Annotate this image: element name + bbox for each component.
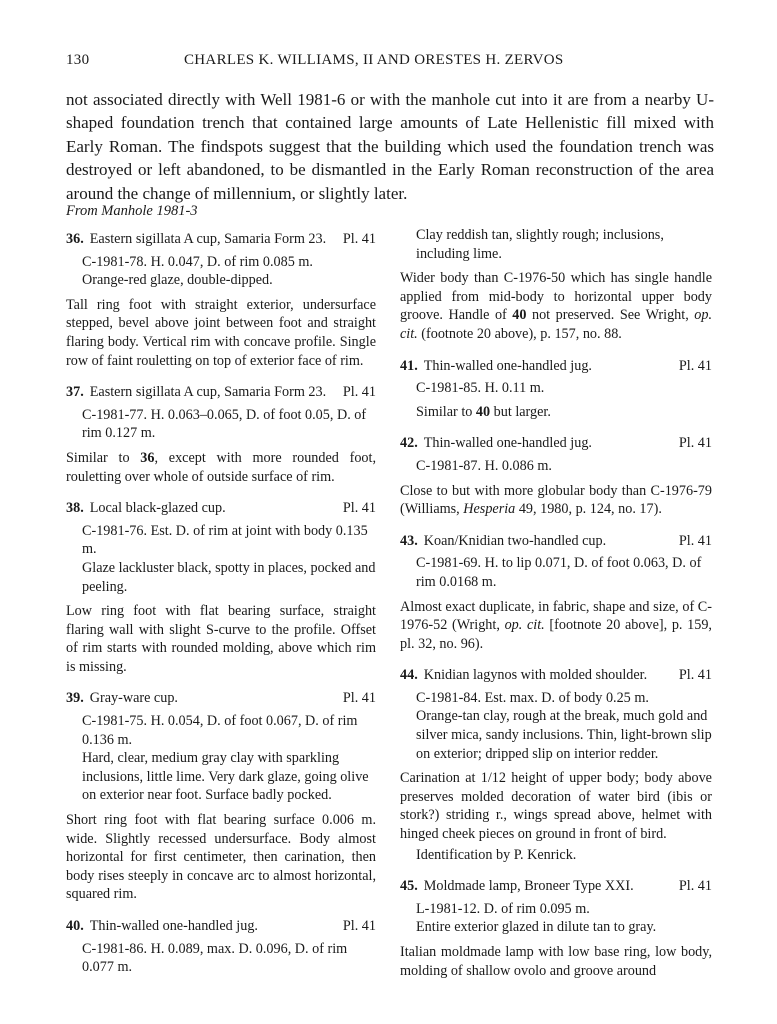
entry-number: 40. bbox=[66, 918, 84, 934]
entry-specs bbox=[66, 940, 376, 977]
plate-ref: Pl. 41 bbox=[678, 532, 712, 549]
entry-description: Similar to 40 but larger. bbox=[416, 403, 551, 420]
cross-ref: 40 bbox=[512, 307, 527, 324]
spec-line: C-1981-85. H. 0.11 m. bbox=[416, 380, 545, 397]
entry-specs bbox=[400, 689, 712, 763]
entry-specs bbox=[400, 900, 712, 937]
spec-line: C-1981-76. Est. D. of rim at joint with body 0.135 m. bbox=[82, 522, 368, 558]
entry-number: 41. bbox=[400, 357, 418, 374]
cross-ref: 40 bbox=[475, 403, 491, 420]
section-label: From Manhole 1981-3 bbox=[66, 203, 198, 219]
entry-heading bbox=[66, 689, 376, 708]
entry-title: Local black-glazed cup. bbox=[89, 500, 226, 517]
entry-heading bbox=[66, 230, 376, 249]
spec-line: Orange-red glaze, double-dipped. bbox=[82, 272, 273, 289]
entry-number: 39. bbox=[66, 690, 84, 707]
intro-paragraph: not associated directly with Well 1981-6 or with the manhole cut into it are from a nearby U-shaped foundation trench that contained large amounts of Late Hellenistic fill mixed with Early Roman. The findspots suggest that the building which used the foundation trench was destroyed or left abandoned, to be dismantled in the Early Roman reconstruction of the area around the change of millennium, or slightly later. bbox=[66, 90, 714, 203]
entry-description: Low ring foot with flat bearing surface, straight flaring wall with slight S-curve to the profile. Offset of rim starts with rounded molding, above which rim is missing. bbox=[66, 603, 376, 675]
plate-ref: Pl. 41 bbox=[342, 384, 376, 401]
plate-ref: Pl. 41 bbox=[342, 690, 376, 707]
catalog-entry-42 bbox=[400, 434, 712, 518]
entry-title: Knidian lagynos with molded shoulder. bbox=[423, 667, 648, 684]
catalog-entry-44 bbox=[400, 666, 712, 864]
plate-ref: Pl. 41 bbox=[678, 667, 712, 684]
spec-line: C-1981-78. H. 0.047, D. of rim 0.085 m. bbox=[82, 253, 313, 270]
entry-heading bbox=[66, 383, 376, 402]
plate-ref: Pl. 41 bbox=[342, 918, 376, 934]
entry-specs bbox=[66, 712, 376, 805]
spec-line: Hard, clear, medium gray clay with sparkling inclusions, little lime. Very dark glaze, going olive on exterior near foot. Surface badly pocked. bbox=[82, 750, 369, 804]
entry-heading bbox=[66, 499, 376, 518]
entry-description: Wider body than C-1976-50 which has single handle applied from mid-body to horizontal upper body groove. Handle of 40 not preserved. See Wright, op. cit. (footnote 20 above), p. 157, no. 88. bbox=[400, 270, 712, 342]
catalog-entry-43 bbox=[400, 532, 712, 654]
spec-line: Clay reddish tan, slightly rough; inclusions, including lime. bbox=[416, 227, 664, 262]
entry-description: Short ring foot with flat bearing surface 0.006 m. wide. Slightly recessed undersurface. Body almost horizontal for first centimeter, then carination, then body rises steeply in concave arc to almost horizontal, squared rim. bbox=[66, 812, 376, 903]
entry-heading bbox=[400, 666, 712, 685]
spec-line: C-1981-87. H. 0.086 m. bbox=[416, 457, 552, 474]
catalog-entry-41 bbox=[400, 357, 712, 422]
catalog-entry-40 bbox=[66, 917, 376, 977]
page-number: 130 bbox=[66, 52, 90, 68]
entry-description: Tall ring foot with straight exterior, undersurface stepped, bevel above joint between foot and straight flaring body. Vertical rim with concave profile. Single row of faint rouletting on top of exterior face of rim. bbox=[66, 296, 376, 369]
entry-specs bbox=[66, 406, 376, 443]
entry-specs bbox=[66, 522, 376, 596]
entry-heading bbox=[400, 877, 712, 896]
entry-number: 36. bbox=[66, 231, 84, 247]
catalog-entry-45 bbox=[400, 877, 712, 980]
spec-line: L-1981-12. D. of rim 0.095 m. bbox=[416, 900, 590, 917]
entry-title: Eastern sigillata A cup, Samaria Form 23. bbox=[89, 384, 327, 401]
cross-ref: 36 bbox=[140, 449, 155, 466]
catalog-entry-40-continued bbox=[400, 226, 712, 344]
page-header bbox=[66, 52, 712, 72]
plate-ref: Pl. 41 bbox=[678, 878, 712, 895]
plate-ref: Pl. 41 bbox=[678, 357, 712, 374]
spec-line: Orange-tan clay, rough at the break, much gold and silver mica, sandy inclusions. Thin, light-brown slip on exterior; dripped slip on interior redder. bbox=[416, 708, 712, 762]
entry-number: 45. bbox=[400, 878, 418, 895]
entry-heading bbox=[400, 357, 712, 376]
entry-number: 38. bbox=[66, 500, 84, 517]
entry-description: Almost exact duplicate, in fabric, shape and size, of C-1976-52 (Wright, op. cit. [footnote 20 above], p. 159, pl. 32, no. 96). bbox=[400, 598, 712, 652]
entry-number: 42. bbox=[400, 435, 418, 452]
catalog-entry-38 bbox=[66, 499, 376, 676]
entry-heading bbox=[400, 434, 712, 453]
spec-line: Entire exterior glazed in dilute tan to gray. bbox=[416, 919, 657, 936]
entry-number: 44. bbox=[400, 667, 418, 684]
catalog-entry-37 bbox=[66, 383, 376, 486]
right-column bbox=[400, 226, 712, 993]
entry-title: Thin-walled one-handled jug. bbox=[89, 918, 258, 934]
identification-note: Identification by P. Kenrick. bbox=[416, 846, 577, 863]
entry-number: 37. bbox=[66, 384, 84, 401]
spec-line: Glaze lackluster black, spotty in places, pocked and peeling. bbox=[82, 559, 376, 595]
spec-line: C-1981-86. H. 0.089, max. D. 0.096, D. of rim 0.077 m. bbox=[82, 940, 348, 976]
entry-description: Similar to 36, except with more rounded foot, rouletting over whole of outside surface of rim. bbox=[66, 449, 376, 485]
spec-line: C-1981-69. H. to lip 0.071, D. of foot 0.063, D. of rim 0.0168 m. bbox=[416, 555, 702, 590]
catalog-entry-39 bbox=[66, 689, 376, 904]
entry-title: Gray-ware cup. bbox=[89, 690, 178, 707]
entry-specs bbox=[400, 554, 712, 591]
entry-title: Moldmade lamp, Broneer Type XXI. bbox=[423, 878, 634, 895]
catalog-entry-36 bbox=[66, 230, 376, 370]
entry-description: Italian moldmade lamp with low base ring, low body, molding of shallow ovolo and groove around bbox=[400, 944, 712, 979]
entry-heading bbox=[66, 917, 376, 936]
entry-specs bbox=[66, 253, 376, 290]
entry-heading bbox=[400, 532, 712, 551]
entry-specs bbox=[400, 379, 712, 421]
spec-line: C-1981-84. Est. max. D. of body 0.25 m. bbox=[416, 689, 649, 706]
spec-line: C-1981-75. H. 0.054, D. of foot 0.067, D. of rim 0.136 m. bbox=[82, 713, 358, 748]
entry-specs bbox=[400, 457, 712, 476]
running-title: CHARLES K. WILLIAMS, II AND ORESTES H. ZERVOS bbox=[184, 52, 564, 68]
plate-ref: Pl. 41 bbox=[342, 231, 376, 247]
entry-description: Close to but with more globular body than C-1976-79 (Williams, Hesperia 49, 1980, p. 124, no. 17). bbox=[400, 482, 712, 518]
entry-title: Thin-walled one-handled jug. bbox=[423, 435, 592, 452]
entry-description: Carination at 1/12 height of upper body; body above preserves molded decoration of water bird (ibis or stork?) striding r., wings spread above, helmet with hinged cheek pieces on ground in front of bird. bbox=[400, 770, 712, 843]
plate-ref: Pl. 41 bbox=[678, 435, 712, 452]
entry-title: Koan/Knidian two-handled cup. bbox=[423, 532, 607, 549]
entry-title: Thin-walled one-handled jug. bbox=[423, 357, 592, 374]
left-column bbox=[66, 230, 376, 990]
plate-ref: Pl. 41 bbox=[342, 500, 376, 517]
entry-number: 43. bbox=[400, 532, 418, 549]
spec-line: C-1981-77. H. 0.063–0.065, D. of foot 0.05, D. of rim 0.127 m. bbox=[82, 406, 367, 442]
entry-title: Eastern sigillata A cup, Samaria Form 23. bbox=[89, 231, 327, 247]
